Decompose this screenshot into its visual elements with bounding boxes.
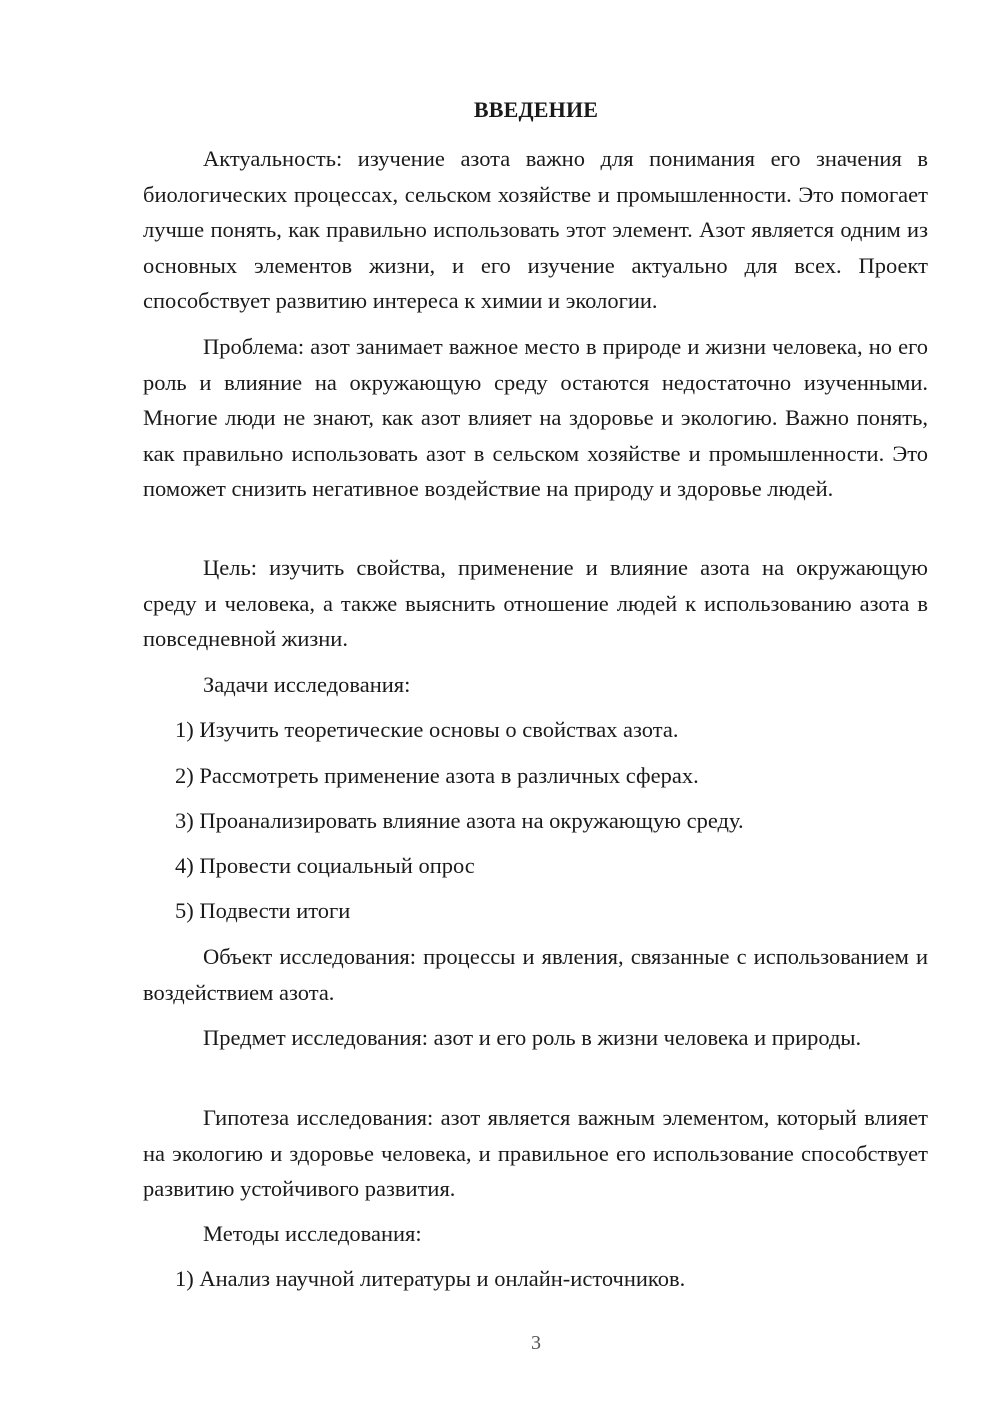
paragraph-goal: Цель: изучить свойства, применение и влияние азота на окружающую среду и человека, а также выяснить отношение людей к использованию азота в повседневной жизни.: [143, 555, 928, 651]
task-item-2: 2) Рассмотреть применение азота в различных сферах.: [175, 763, 699, 788]
page-number: 3: [531, 1332, 541, 1354]
task-item-3: 3) Проанализировать влияние азота на окружающую среду.: [175, 808, 744, 833]
task-item-4: 4) Провести социальный опрос: [175, 853, 475, 878]
paragraph-relevance: Актуальность: изучение азота важно для понимания его значения в биологических процессах, сельском хозяйстве и промышленности. Это помогает лучше понять, как правильно использовать этот элемент. Азот является одним из основных элементов жизни, и его изучение актуально для всех. Проект способствует развитию интереса к химии и экологии.: [143, 146, 928, 313]
tasks-heading: Задачи исследования:: [203, 672, 411, 697]
task-item-5: 5) Подвести итоги: [175, 898, 351, 923]
methods-heading: Методы исследования:: [203, 1221, 422, 1246]
task-item-1: 1) Изучить теоретические основы о свойствах азота.: [175, 717, 679, 742]
page-title: ВВЕДЕНИЕ: [473, 97, 599, 122]
paragraph-problem: Проблема: азот занимает важное место в природе и жизни человека, но его роль и влияние на окружающую среду остаются недостаточно изученными. Многие люди не знают, как азот влияет на здоровье и экологию. Важно понять, как правильно использовать азот в сельском хозяйстве и промышленности. Это поможет снизить негативное воздействие на природу и здоровье людей.: [143, 334, 928, 501]
paragraph-hypothesis: Гипотеза исследования: азот является важным элементом, который влияет на экологию и здоровье человека, и правильное его использование способствует развитию устойчивого развития.: [143, 1105, 928, 1201]
paragraph-subject: Предмет исследования: азот и его роль в жизни человека и природы.: [203, 1025, 862, 1050]
method-item-1: 1) Анализ научной литературы и онлайн-источников.: [175, 1266, 686, 1291]
paragraph-object: Объект исследования: процессы и явления, связанные с использованием и воздействием азота.: [143, 944, 928, 1005]
